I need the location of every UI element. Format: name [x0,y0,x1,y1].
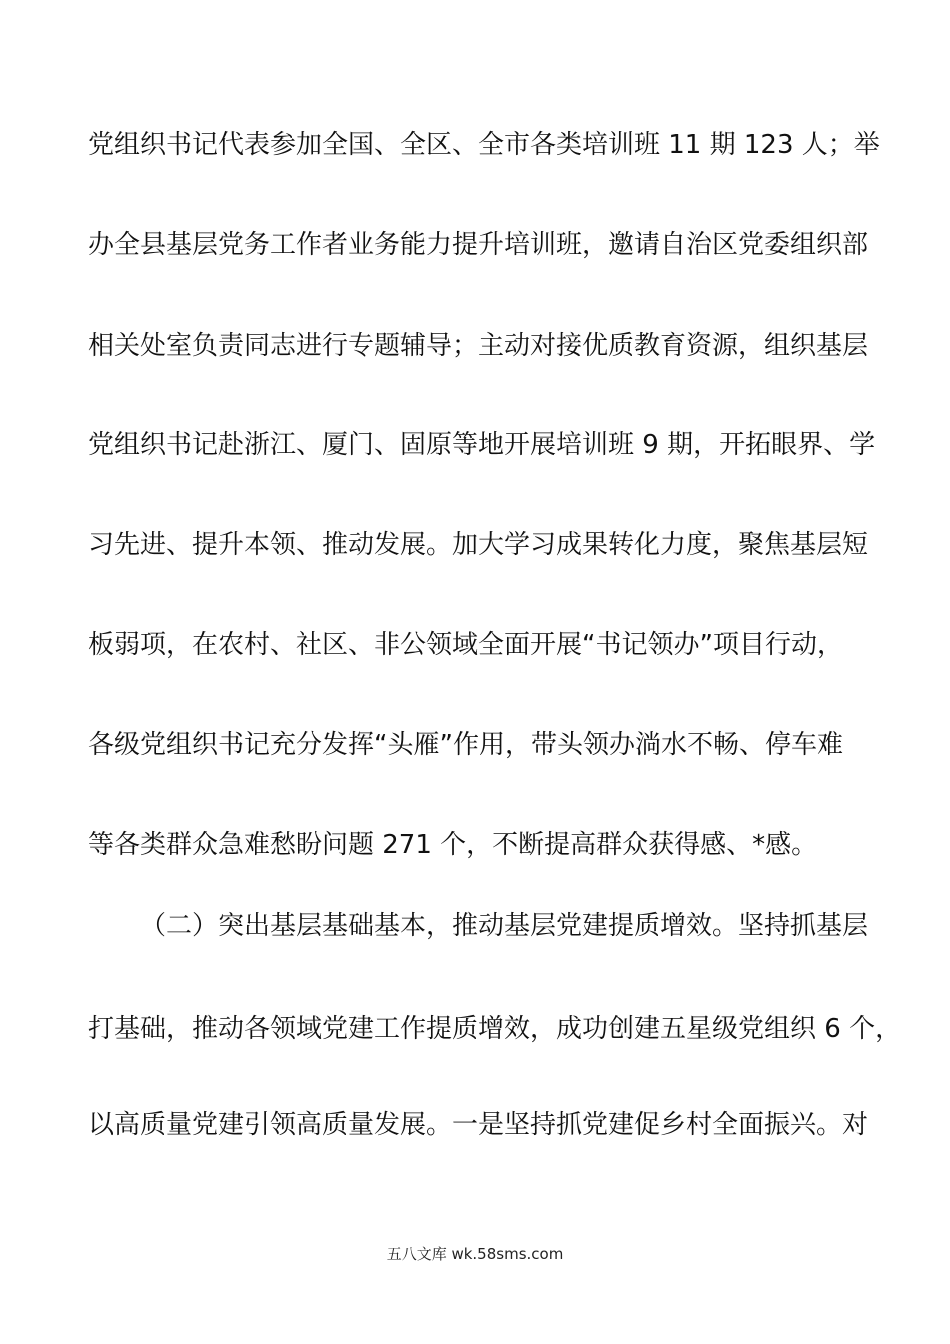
text-line: 办全县基层党务工作者业务能力提升培训班，邀请自治区党委组织部 [88,230,869,260]
text-line: 相关处室负责同志进行专题辅导；主动对接优质教育资源，组织基层 [88,331,869,361]
paragraph-heading-line: （二）突出基层基础基本，推动基层党建提质增效。坚持抓基层 [140,911,869,941]
text-line: 以高质量党建引领高质量发展。一是坚持抓党建促乡村全面振兴。对 [88,1110,869,1140]
text-line: 党组织书记代表参加全国、全区、全市各类培训班 11 期 123 人；举 [88,130,880,160]
text-line: 打基础，推动各领域党建工作提质增效，成功创建五星级党组织 6 个， [88,1014,902,1044]
footer-watermark: 五八文库 wk.58sms.com [386,1245,564,1263]
text-line: 各级党组织书记充分发挥“头雁”作用，带头领办淌水不畅、停车难 [88,730,843,760]
text-line: 党组织书记赴浙江、厦门、固原等地开展培训班 9 期，开拓眼界、学 [88,430,876,460]
text-line: 等各类群众急难愁盼问题 271 个，不断提高群众获得感、*感。 [88,830,818,860]
text-line: 板弱项，在农村、社区、非公领域全面开展“书记领办”项目行动， [88,630,843,660]
text-line: 习先进、提升本领、推动发展。加大学习成果转化力度，聚焦基层短 [88,530,869,560]
